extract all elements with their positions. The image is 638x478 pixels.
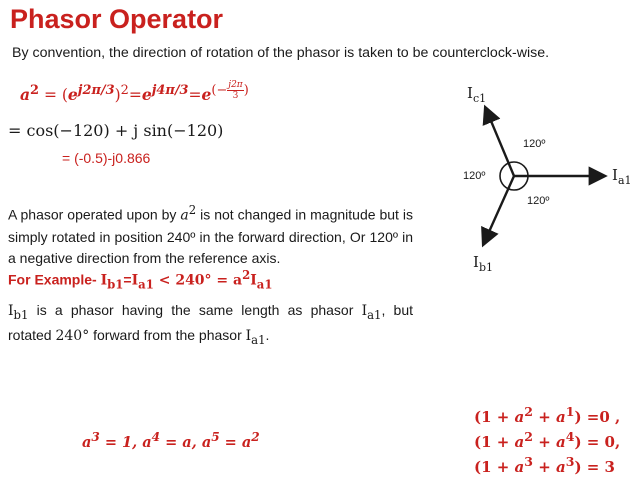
equation-a-squared-exponential: $a^2 = (e^{j2\pi/3})^2=e^{j4\pi/3}=e^{(- \frac{j2\pi}{3} )}$ [20,80,249,105]
angle-label-left: 120º [463,170,486,182]
sum-identity-1: $(1 + a^2 + a^1) =0$ , [474,404,621,426]
equation-numeric-value: = (-0.5)-j0.866 [62,150,151,166]
example-explanation: $I_{b1}$ is a phasor having the same length as phasor $I_{a1}$, but rotated 240° forward from the phasor $I_{a1}$. [8,302,413,347]
label-ia1: $I_{a1}$ [612,166,632,187]
slide-subtitle: By convention, the direction of rotation of the phasor is taken to be counterclock-wise. [12,45,550,61]
angle-label-bottom: 120º [527,195,550,207]
phasor-ib1-arrow [484,176,514,243]
phasor-ic1-arrow [486,109,514,176]
sum-identity-3: $(1 + a^3 + a^3) = 3$ [474,454,615,476]
angle-label-top: 120º [523,138,546,150]
label-ic1: $I_{c1}$ [467,84,487,105]
powers-of-a-equation: $a^3 = 1$, $a^4 = a$, $a^5 = a^2$ [82,430,260,451]
example-line: For Example- $I_{b1}=I_{a1} < 240^\circ = a^2I_{a1}$ [8,268,273,292]
equation-cos-sin: = cos(−120) + j sin(−120) [8,121,224,140]
sum-identity-2: $(1 + a^2 + a^4) = 0$, [474,429,621,451]
label-ib1: $I_{b1}$ [473,253,493,274]
slide-title: Phasor Operator [10,4,224,34]
explanation-paragraph: A phasor operated upon by $a^2$ is not changed in magnitude but is simply rotated in position 240º in the forward direction, Or 120º in a negative direction from the reference axis. [8,203,414,266]
